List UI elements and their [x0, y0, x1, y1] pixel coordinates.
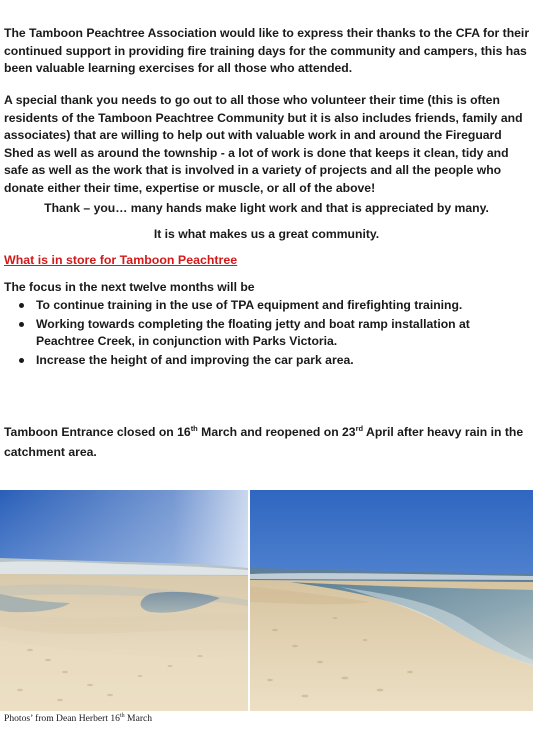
list-item — [0, 297, 526, 315]
focus-intro: The focus in the next twelve months will be — [4, 280, 255, 294]
photo-caption — [4, 713, 152, 725]
volunteer-thanks-paragraph: A special thank you needs to go out to all those who volunteer their time (this is often residents of the Tamboon Peachtree Community but it is also includes friends, family and associates) that are willing to help out with valuable work in and around the Fireguard Shed as well as around the township - a lot of work is done that keeps it clean, tidy and safe as well as the work that is involved in a variety of projects and all the people who donate either their time, expertise or muscle, or all of the above! — [4, 93, 523, 195]
bullet-text: Increase the height of and improving the car park area. — [36, 352, 354, 367]
beach-photo-left — [0, 490, 248, 711]
bullet-text: To continue training in the use of TPA equipment and firefighting training. — [36, 298, 463, 312]
beach-photo-left-image — [0, 490, 248, 711]
cfa-thanks-paragraph: The Tamboon Peachtree Association would like to express their thanks to the CFA for their continued support in providing fire training days for the community and campers, this has been valuable learning exercises for all those who attended. — [4, 26, 530, 76]
focus-bullet-list — [0, 297, 533, 370]
list-item — [0, 352, 526, 370]
caption-text-1: Photos’ from Dean Herbert 16 — [4, 713, 120, 724]
bullet-icon — [19, 358, 24, 363]
entrance-sup-1: th — [190, 423, 198, 433]
beach-photo-right — [250, 490, 533, 711]
caption-sup: th — [119, 712, 125, 719]
bullet-icon — [19, 303, 24, 308]
list-item — [0, 316, 526, 351]
entrance-text-3: April after heavy rain in the catchment area. — [4, 425, 524, 459]
bullet-icon — [19, 322, 24, 327]
caption-text-2: March — [124, 713, 153, 724]
bullet-text: Working towards completing the floating jetty and boat ramp installation at Peachtree Creek, in conjunction with Parks Victoria. — [36, 316, 470, 349]
beach-photo-right-image — [250, 490, 533, 711]
section-heading: What is in store for Tamboon Peachtree — [4, 253, 238, 267]
community-line: It is what makes us a great community. — [153, 227, 380, 241]
thank-you-line: Thank – you… many hands make light work and that is appreciated by many. — [44, 201, 489, 215]
entrance-text-1: Tamboon Entrance closed on 16 — [4, 425, 191, 439]
entrance-closure-paragraph — [4, 422, 530, 462]
entrance-text-2: March and reopened on 23 — [197, 425, 356, 439]
entrance-sup-2: rd — [355, 423, 364, 433]
